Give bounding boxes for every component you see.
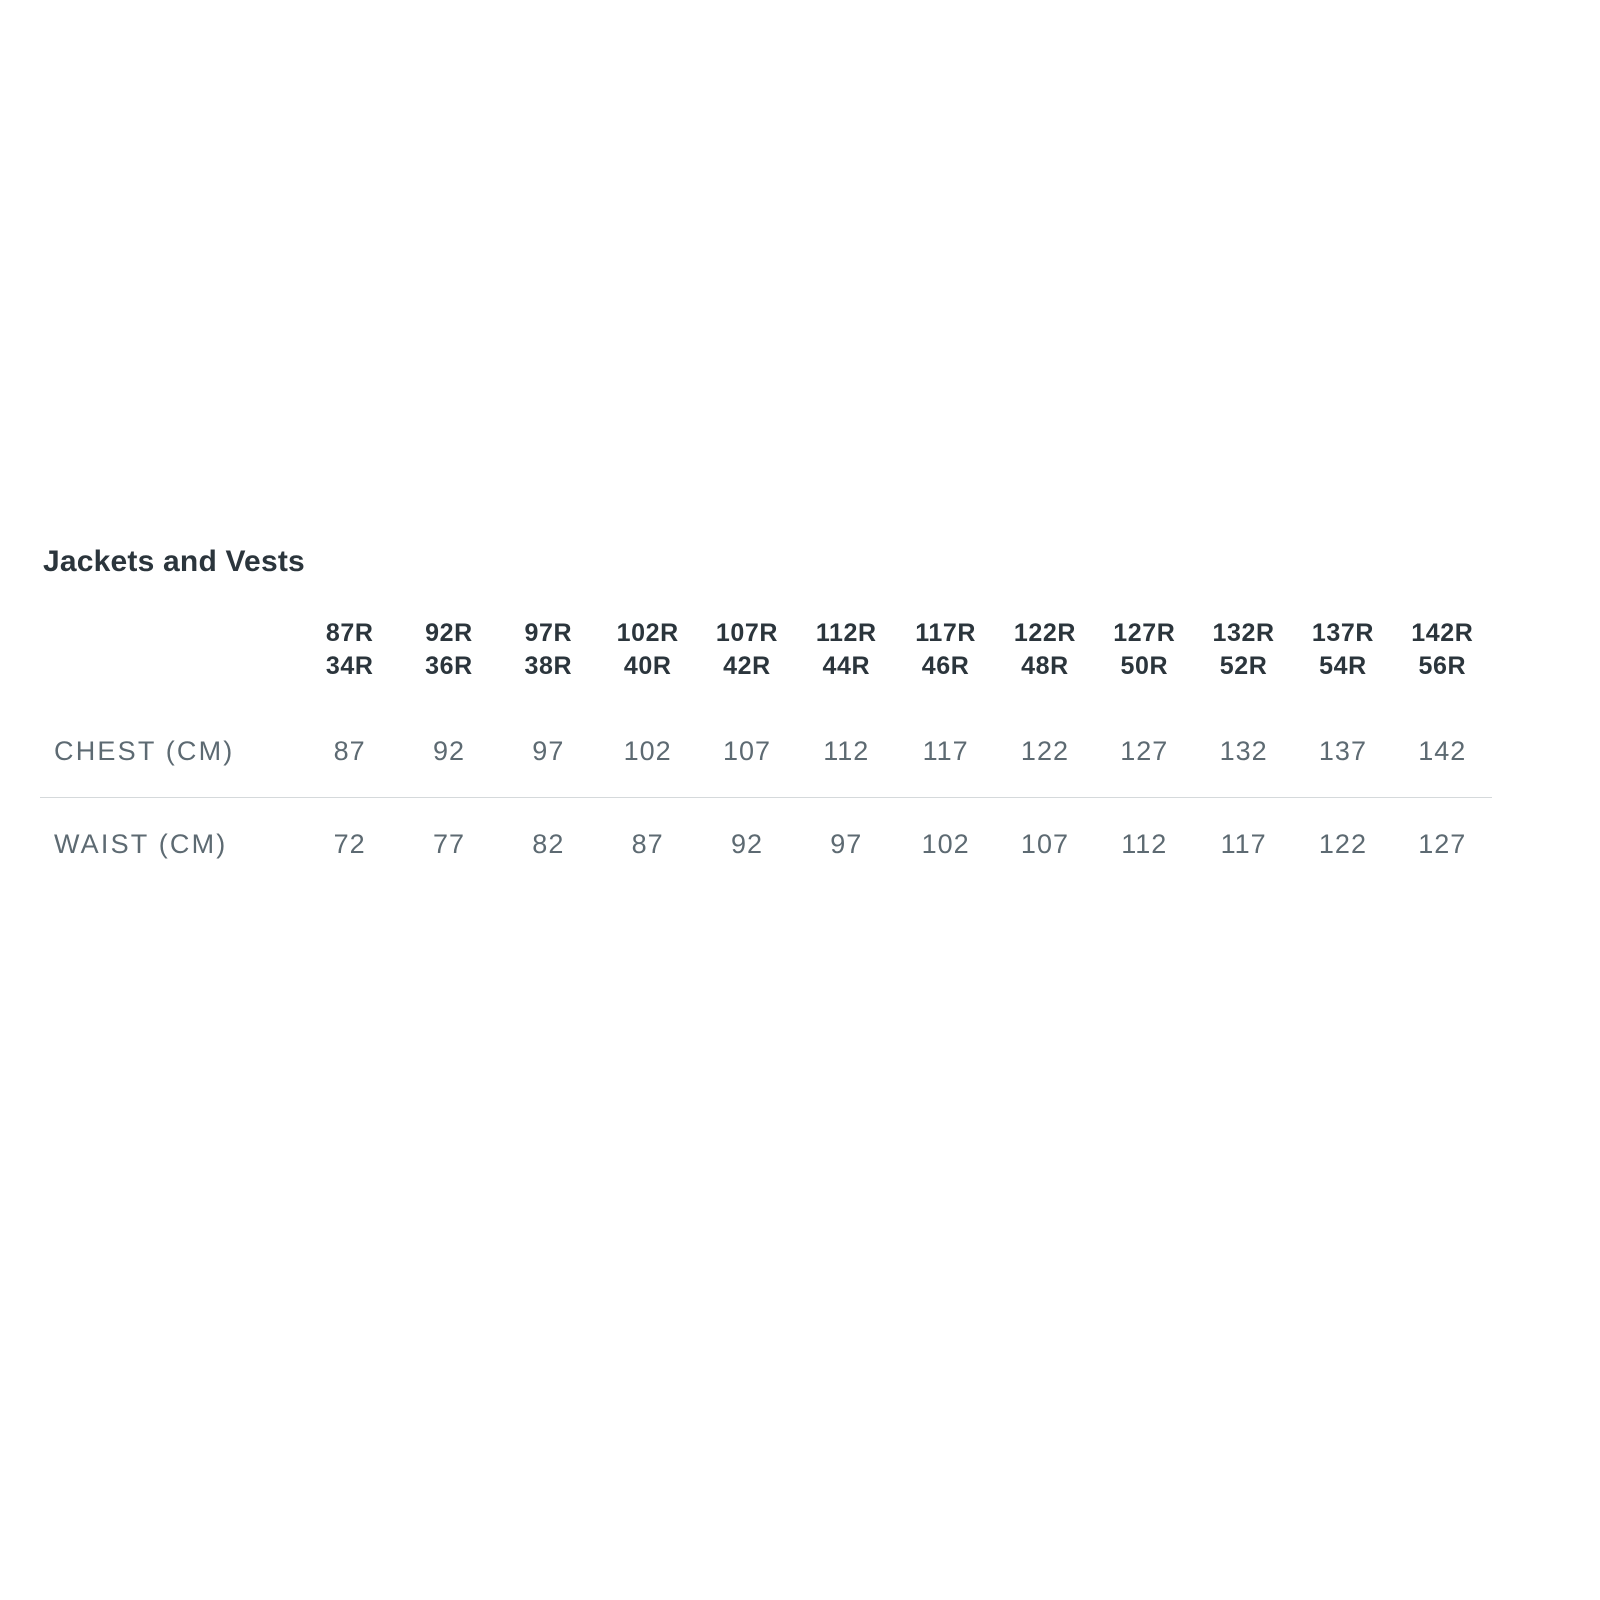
header-size-137R: 137R [1311,619,1375,647]
cell-waist-4: 92 [730,828,763,859]
header-size-54R: 54R [1319,652,1367,680]
size-table-body [40,705,1492,890]
cell-chest-0: 87 [333,735,366,766]
cell-waist-0: 72 [333,828,366,859]
header-size-36R: 36R [425,652,473,680]
header-size-44R: 44R [822,652,871,680]
cell-chest-1: 92 [432,735,466,766]
cell-chest-2: 97 [532,735,565,766]
cell-waist-3: 87 [631,828,664,859]
header-row-alpha-sizes [40,621,1492,646]
table-row-chest [40,705,1492,798]
cell-waist-9: 117 [1220,828,1267,859]
header-size-97R: 97R [524,619,573,647]
header-size-40R: 40R [623,652,672,680]
header-size-107R: 107R [715,619,779,647]
cell-chest-6: 117 [922,735,969,766]
size-table [40,621,1492,890]
header-size-46R: 46R [921,652,970,680]
header-size-127R: 127R [1113,619,1176,647]
table-row-waist [40,798,1492,891]
header-row-numeric-sizes [40,646,1492,705]
cell-waist-6: 102 [921,828,970,859]
cell-waist-5: 97 [830,828,863,859]
cell-chest-4: 107 [722,735,771,766]
cell-waist-11: 127 [1418,828,1467,859]
page-title: Jackets and Vests [43,545,305,578]
header-size-112R: 112R [815,619,877,647]
size-table-header [40,621,1492,705]
row-label-waist: WAIST (CM) [54,828,228,859]
cell-waist-8: 112 [1121,828,1168,859]
header-size-87R: 87R [325,619,374,647]
header-size-38R: 38R [524,652,573,680]
cell-chest-9: 132 [1219,735,1268,766]
cell-chest-11: 142 [1418,735,1467,766]
cell-waist-2: 82 [532,828,565,859]
header-size-142R: 142R [1411,619,1474,647]
header-corner-cell-2 [40,646,300,705]
cell-chest-10: 137 [1318,735,1367,766]
header-size-56R: 56R [1418,652,1467,680]
header-size-50R: 50R [1120,652,1169,680]
size-chart-container [40,545,1520,890]
cell-chest-3: 102 [623,735,672,766]
header-size-132R: 132R [1212,619,1275,647]
header-size-48R: 48R [1021,652,1069,680]
header-size-34R: 34R [325,652,374,680]
cell-chest-8: 127 [1120,735,1169,766]
header-size-102R: 102R [616,619,679,647]
header-size-52R: 52R [1219,652,1268,680]
header-size-117R: 117R [915,619,977,647]
cell-waist-1: 77 [432,828,466,859]
cell-waist-10: 122 [1318,828,1367,859]
header-size-92R: 92R [425,619,473,647]
header-corner-cell [40,621,300,646]
header-size-122R: 122R [1013,619,1077,647]
cell-chest-7: 122 [1020,735,1069,766]
cell-chest-5: 112 [823,735,870,766]
header-size-42R: 42R [723,652,771,680]
row-label-chest: CHEST (CM) [54,735,235,766]
cell-waist-7: 107 [1020,828,1069,859]
